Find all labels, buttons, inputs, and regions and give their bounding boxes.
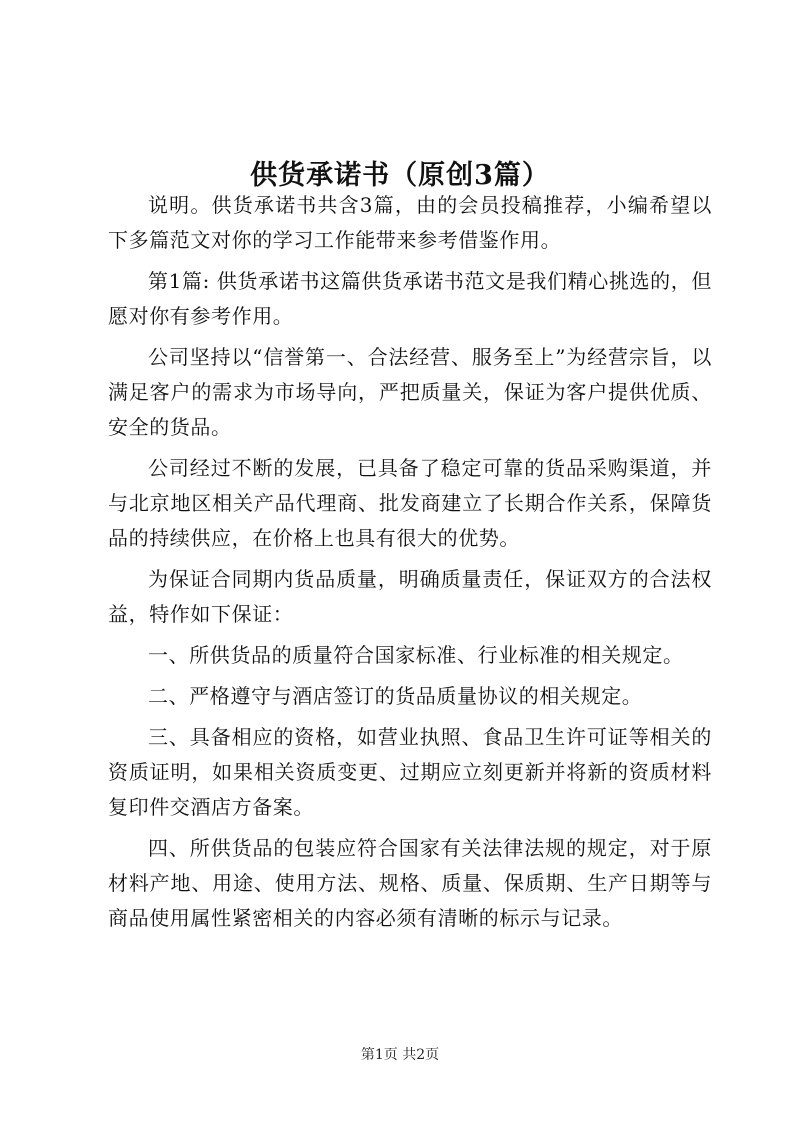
paragraph-item-4: 四、所供货品的包装应符合国家有关法律法规的规定，对于原材料产地、用途、使用方法、规格、质量、保质期、生产日期等与商品使用属性紧密相关的内容必须有清晰的标示与记录。 [108, 836, 712, 930]
page-number-footer: 第1页 共2页 [360, 1047, 440, 1063]
paragraph-item-1: 一、所供货品的质量符合国家标准、行业标准的相关规定。 [148, 643, 684, 667]
paragraph-guarantee-intro: 为保证合同期内货品质量，明确质量责任，保证双方的合法权益，特作如下保证： [108, 567, 712, 626]
document-title: 供货承诺书（原创3篇） [250, 160, 550, 192]
paragraph-item-3: 三、具备相应的资格，如营业执照、食品卫生许可证等相关的资质证明，如果相关资质变更、过期应立刻更新并将新的资质材料复印件交酒店方备案。 [108, 725, 712, 819]
paragraph-company-development: 公司经过不断的发展，已具备了稳定可靠的货品采购渠道，并与北京地区相关产品代理商、批发商建立了长期合作关系，保障货品的持续供应，在价格上也具有很大的优势。 [108, 456, 712, 550]
paragraph-company-tenet: 公司坚持以“信誉第一、合法经营、服务至上”为经营宗旨，以满足客户的需求为市场导向，严把质量关，保证为客户提供优质、安全的货品。 [108, 345, 712, 439]
document-body [108, 188, 712, 942]
paragraph-item-2: 二、严格遵守与酒店签订的货品质量协议的相关规定。 [148, 684, 643, 708]
paragraph-article-1: 第1篇: 供货承诺书这篇供货承诺书范文是我们精心挑选的，但愿对你有参考作用。 [108, 269, 712, 328]
paragraph-intro: 说明。供货承诺书共含3篇，由的会员投稿推荐，小编希望以下多篇范文对你的学习工作能带来参考借鉴作用。 [108, 193, 712, 252]
